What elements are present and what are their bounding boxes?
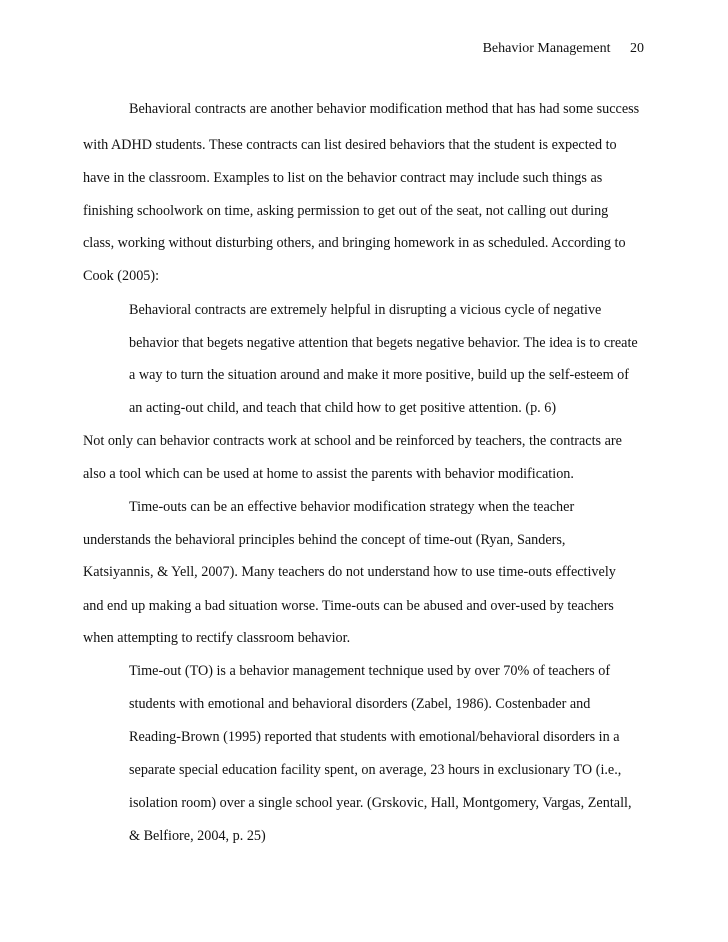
body-line: class, working without disturbing others, and bringing homework in as scheduled. According to: [83, 235, 626, 251]
body-line: Cook (2005):: [83, 268, 160, 284]
body-line: Behavioral contracts are another behavior modification method that has had some success: [129, 101, 640, 117]
running-head: [483, 40, 644, 58]
block-quote-line: an acting-out child, and teach that child how to get positive attention. (p. 6): [129, 400, 557, 416]
body-line: Not only can behavior contracts work at school and be reinforced by teachers, the contracts are: [83, 433, 622, 449]
body-line: understands the behavioral principles behind the concept of time-out (Ryan, Sanders,: [83, 532, 566, 548]
body-line: finishing schoolwork on time, asking permission to get out of the seat, not calling out during: [83, 203, 609, 219]
body-line: Katsiyannis, & Yell, 2007). Many teachers do not understand how to use time-outs effectively: [83, 564, 616, 580]
running-head-title: Behavior Management: [482, 41, 611, 56]
page-number: 20: [630, 41, 644, 56]
block-quote-line: students with emotional and behavioral disorders (Zabel, 1986). Costenbader and: [129, 696, 591, 712]
body-line: with ADHD students. These contracts can list desired behaviors that the student is expected to: [83, 137, 617, 153]
body-line: and end up making a bad situation worse. Time-outs can be abused and over-used by teachers: [83, 598, 614, 614]
body-line: also a tool which can be used at home to assist the parents with behavior modification.: [83, 466, 574, 482]
body-line: Time-outs can be an effective behavior modification strategy when the teacher: [129, 499, 575, 515]
block-quote-line: isolation room) over a single school year. (Grskovic, Hall, Montgomery, Vargas, Zentall,: [129, 795, 632, 811]
block-quote-line: Reading-Brown (1995) reported that students with emotional/behavioral disorders in a: [129, 729, 620, 745]
block-quote-line: Behavioral contracts are extremely helpful in disrupting a vicious cycle of negative: [129, 302, 602, 318]
block-quote-line: a way to turn the situation around and make it more positive, build up the self-esteem of: [129, 367, 629, 383]
block-quote-line: behavior that begets negative attention that begets negative behavior. The idea is to create: [129, 335, 638, 351]
body-line: when attempting to rectify classroom behavior.: [83, 630, 351, 646]
block-quote-line: & Belfiore, 2004, p. 25): [129, 828, 266, 844]
body-line: have in the classroom. Examples to list on the behavior contract may include such things as: [83, 170, 603, 186]
block-quote-line: separate special education facility spent, on average, 23 hours in exclusionary TO (i.e.,: [129, 762, 622, 778]
block-quote-line: Time-out (TO) is a behavior management technique used by over 70% of teachers of: [129, 663, 611, 679]
